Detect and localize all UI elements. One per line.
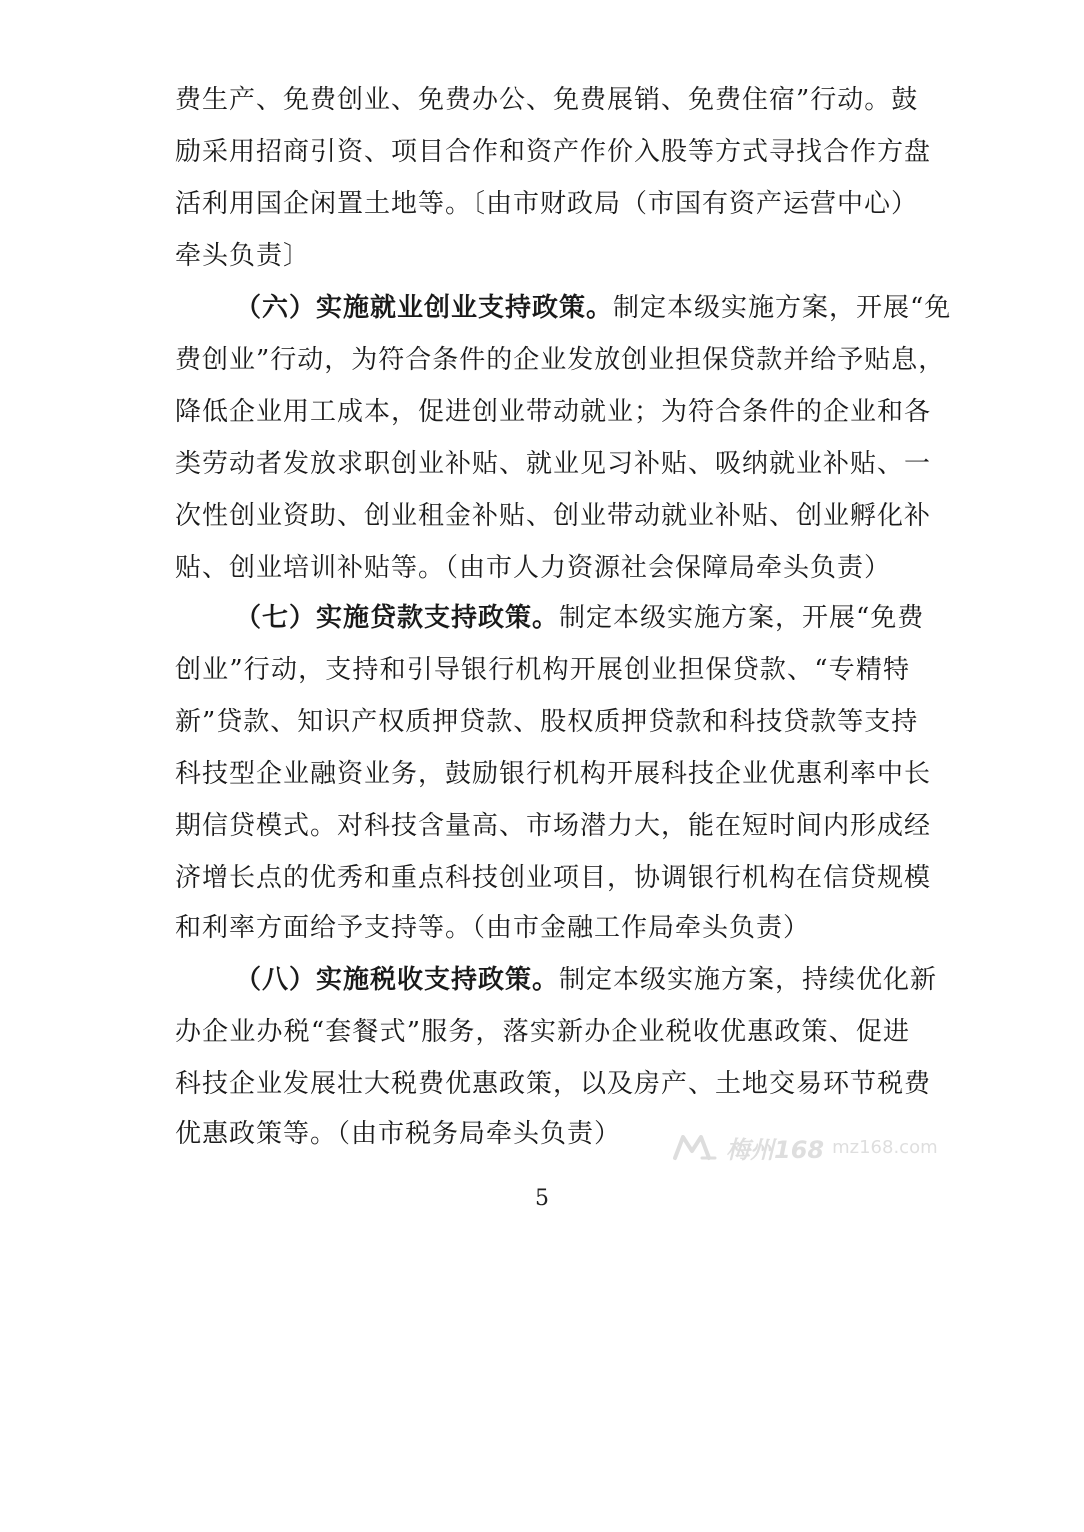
paragraph-line: 济增长点的优秀和重点科技创业项目，协调银行机构在信贷规模 <box>175 863 932 893</box>
paragraph-line: 和利率方面给予支持等。（由市金融工作局牵头负责） <box>175 913 811 943</box>
paragraph-line: 降低企业用工成本，促进创业带动就业；为符合条件的企业和各 <box>175 397 932 427</box>
paragraph-line: 办企业办税“套餐式”服务，落实新办企业税收优惠政策、促进 <box>175 1017 910 1047</box>
paragraph-line: 类劳动者发放求职创业补贴、就业见习补贴、吸纳就业补贴、一 <box>175 449 932 479</box>
paragraph-line: 期信贷模式。对科技含量高、市场潜力大，能在短时间内形成经 <box>175 811 932 841</box>
paragraph-line: 活利用国企闲置土地等。〔由市财政局（市国有资产运营中心） <box>175 189 919 219</box>
paragraph-line: 优惠政策等。（由市税务局牵头负责） <box>175 1119 622 1149</box>
section-6-first-line <box>235 288 952 328</box>
section-8-first-line <box>235 960 938 1000</box>
paragraph-line: 次性创业资助、创业租金补贴、创业带动就业补贴、创业孵化补 <box>175 501 932 531</box>
section-7-text: 制定本级实施方案，开展“免费 <box>559 603 925 633</box>
watermark-domain: mz168.com <box>832 1136 938 1158</box>
paragraph-line: 新”贷款、知识产权质押贷款、股权质押贷款和科技贷款等支持 <box>175 707 919 737</box>
watermark <box>672 1130 938 1164</box>
paragraph-line: 创业”行动，支持和引导银行机构开展创业担保贷款、“专精特 <box>175 655 910 685</box>
section-8-heading: （八）实施税收支持政策。 <box>235 965 560 995</box>
paragraph-line: 费生产、免费创业、免费办公、免费展销、免费住宿”行动。鼓 <box>175 85 919 115</box>
paragraph-line: 科技企业发展壮大税费优惠政策，以及房产、土地交易环节税费 <box>175 1069 932 1099</box>
section-7-heading: （七）实施贷款支持政策。 <box>235 603 560 633</box>
section-8-text: 制定本级实施方案，持续优化新 <box>559 965 938 995</box>
page-number: 5 <box>535 1186 549 1211</box>
paragraph-line: 科技型企业融资业务，鼓励银行机构开展科技企业优惠利率中长 <box>175 759 932 789</box>
paragraph-line: 牵头负责〕 <box>175 241 311 271</box>
section-6-heading: （六）实施就业创业支持政策。 <box>235 293 614 323</box>
section-7-first-line <box>235 598 925 638</box>
watermark-brand: 梅州168 <box>726 1135 825 1164</box>
mz-logo-icon <box>672 1132 718 1162</box>
paragraph-line: 贴、创业培训补贴等。（由市人力资源社会保障局牵头负责） <box>175 553 892 583</box>
paragraph-line: 励采用招商引资、项目合作和资产作价入股等方式寻找合作方盘 <box>175 137 932 167</box>
section-6-text: 制定本级实施方案，开展“免 <box>613 293 952 323</box>
paragraph-line: 费创业”行动，为符合条件的企业发放创业担保贷款并给予贴息， <box>175 345 946 375</box>
